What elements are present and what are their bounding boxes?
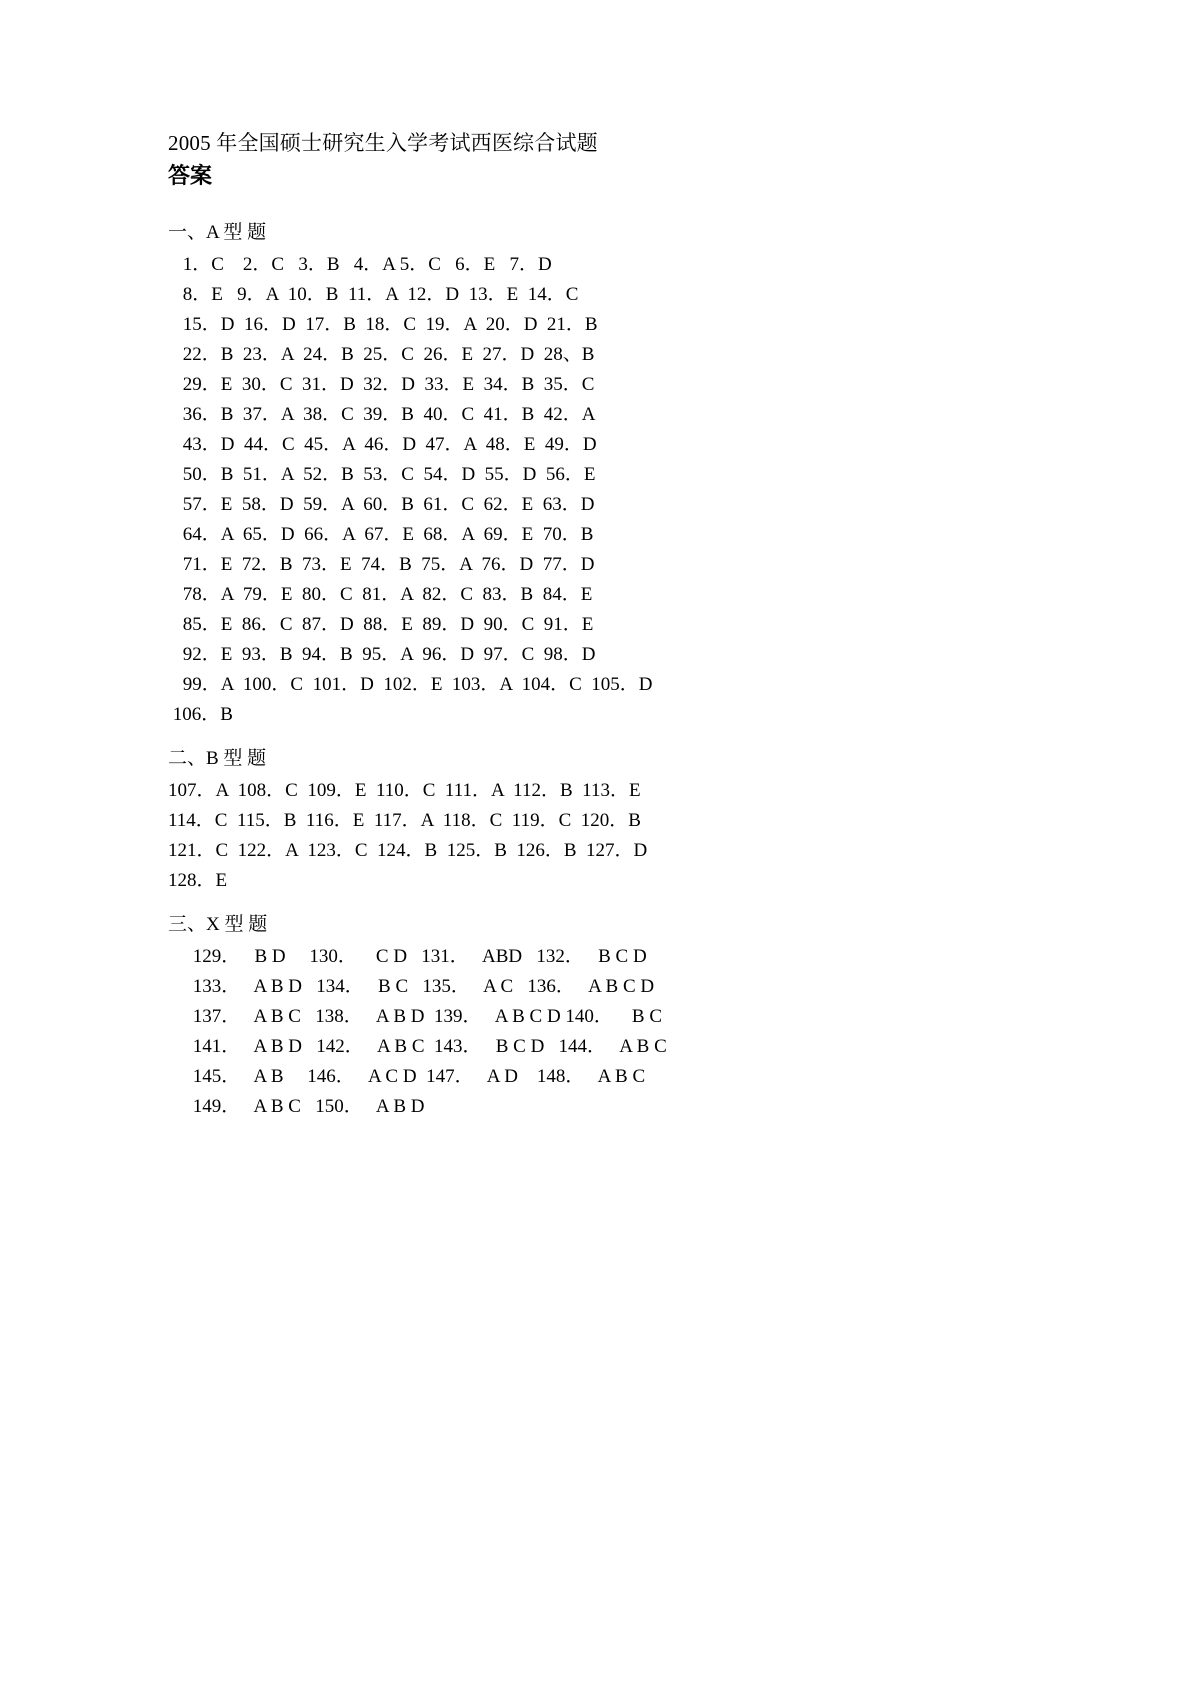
section-heading-b: 二、B 型 题: [168, 748, 267, 769]
answer-line: 133． A B D 134． B C 135． A C 136． A B C D: [188, 976, 655, 997]
page-subtitle: 答案: [168, 163, 213, 188]
answer-line: 85．E 86．C 87．D 88．E 89．D 90．C 91．E: [178, 614, 594, 635]
page-title: 2005 年全国硕士研究生入学考试西医综合试题: [168, 131, 598, 155]
answer-line: 57．E 58．D 59．A 60．B 61．C 62．E 63．D: [178, 494, 595, 515]
document-body: [168, 128, 1028, 1122]
answer-line: 50．B 51．A 52．B 53．C 54．D 55．D 56．E: [178, 464, 596, 485]
answer-line: 149． A B C 150． A B D: [188, 1096, 425, 1117]
answer-line: 129． B D 130． C D 131． ABD 132． B C D: [188, 946, 647, 967]
answer-line: 114．C 115．B 116．E 117．A 118．C 119．C 120．B: [168, 810, 641, 831]
answer-line: 107．A 108．C 109．E 110．C 111．A 112．B 113．E: [168, 780, 641, 801]
answer-line: 29．E 30．C 31．D 32．D 33．E 34．B 35．C: [178, 374, 595, 395]
answer-line: 22．B 23．A 24．B 25．C 26．E 27．D 28、B: [178, 344, 595, 365]
answer-line: 43．D 44．C 45．A 46．D 47．A 48．E 49．D: [178, 434, 597, 455]
answer-line: 71．E 72．B 73．E 74．B 75．A 76．D 77．D: [178, 554, 595, 575]
answer-line: 99．A 100．C 101．D 102．E 103．A 104．C 105．D: [178, 674, 653, 695]
section-heading-x: 三、X 型 题: [168, 914, 268, 935]
answer-line: 121．C 122．A 123．C 124．B 125．B 126．B 127．D: [168, 840, 648, 861]
answer-line: 1．C 2．C 3．B 4．A 5．C 6．E 7．D: [178, 254, 552, 275]
answer-line: 8．E 9．A 10．B 11．A 12．D 13．E 14．C: [178, 284, 579, 305]
answer-line: 137． A B C 138． A B D 139． A B C D 140． B C: [188, 1006, 663, 1027]
answer-line: 92．E 93．B 94．B 95．A 96．D 97．C 98．D: [178, 644, 596, 665]
answer-line: 64．A 65．D 66．A 67．E 68．A 69．E 70．B: [178, 524, 594, 545]
answer-line: 128．E: [168, 870, 228, 891]
answer-line: 15．D 16．D 17．B 18．C 19．A 20．D 21．B: [178, 314, 598, 335]
answer-line: 141． A B D 142． A B C 143． B C D 144． A B C: [188, 1036, 667, 1057]
answer-line: 106．B: [168, 704, 233, 725]
answer-line: 145． A B 146． A C D 147． A D 148． A B C: [188, 1066, 646, 1087]
answer-line: 36．B 37．A 38．C 39．B 40．C 41．B 42．A: [178, 404, 596, 425]
answer-line: 78．A 79．E 80．C 81．A 82．C 83．B 84．E: [178, 584, 593, 605]
section-heading-a: 一、A 型 题: [168, 222, 267, 243]
